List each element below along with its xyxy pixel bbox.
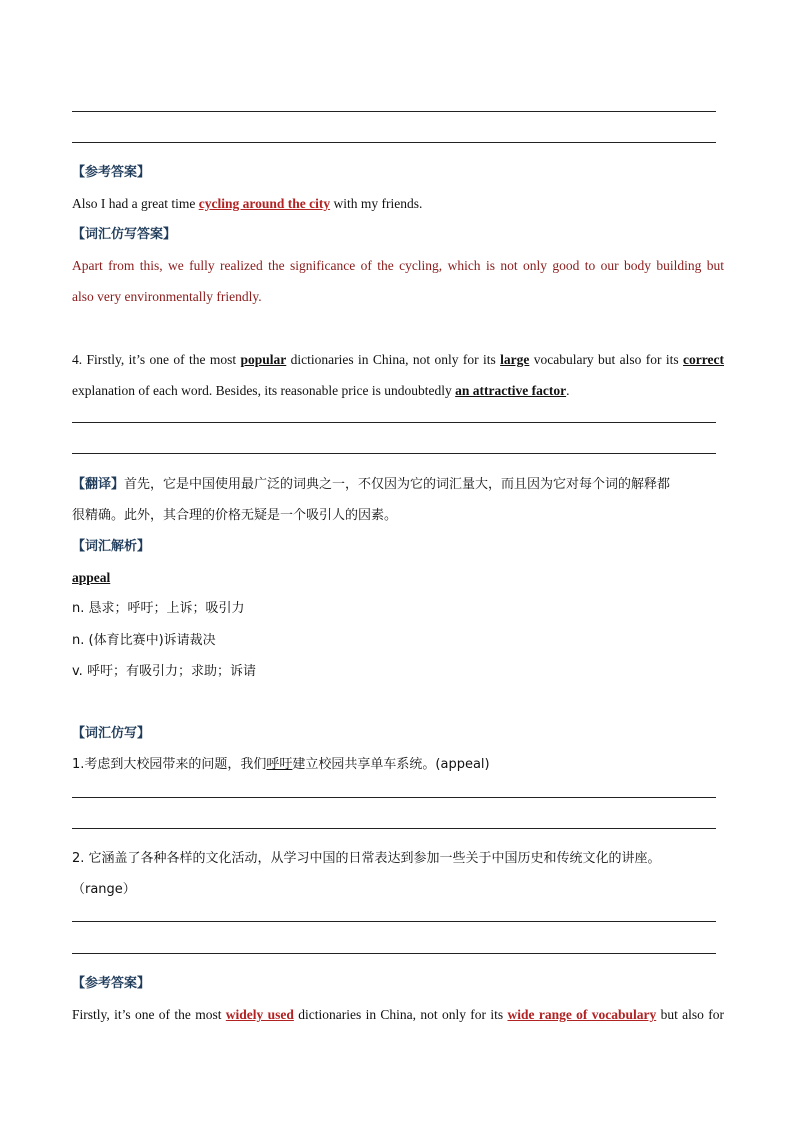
keyword: an attractive factor: [455, 383, 567, 398]
text-segment: .: [566, 383, 570, 398]
practice-question-1: [72, 756, 724, 774]
answer-line: [72, 111, 716, 112]
question-4-line: [72, 382, 724, 400]
highlighted-phrase: widely used: [225, 1007, 294, 1022]
highlighted-phrase: cycling around the city: [198, 196, 331, 211]
text-segment: with my friends.: [330, 196, 423, 211]
vocab-word: appeal: [72, 570, 111, 585]
translation-label: 【翻译】: [72, 477, 125, 492]
text-segment: 建立校园共享单车系统。(appeal): [292, 757, 490, 772]
vocab-practice-heading: 【词汇仿写】: [72, 726, 151, 741]
vocab-sense: n. 恳求；呼吁；上诉；吸引力: [72, 601, 245, 616]
text-segment: explanation of each word. Besides, its reasonable price is undoubtedly: [72, 383, 456, 398]
vocab-answer-line: Apart from this, we fully realized the significance of the cycling, which is not only good to our body building but: [72, 258, 724, 273]
keyword: 呼吁: [266, 757, 293, 772]
keyword: correct: [683, 352, 725, 367]
reference-answer-heading: 【参考答案】: [72, 976, 151, 991]
answer-line: [72, 828, 716, 829]
reference-answer-text: [72, 1006, 724, 1024]
vocab-sense: v. 呼吁；有吸引力；求助；诉请: [72, 664, 256, 679]
text-segment: 1.考虑到大校园带来的问题，我们: [72, 757, 267, 772]
translation-text: 首先，它是中国使用最广泛的词典之一，不仅因为它的词汇量大，而且因为它对每个词的解释都: [124, 477, 671, 492]
answer-line: [72, 142, 716, 143]
vocab-answer-line: also very environmentally friendly.: [72, 289, 262, 304]
vocab-answer-heading: 【词汇仿写答案】: [72, 227, 177, 242]
answer-line: [72, 422, 716, 423]
translation-line: 很精确。此外，其合理的价格无疑是一个吸引人的因素。: [72, 508, 398, 523]
answer-line: [72, 921, 716, 922]
answer-line: [72, 953, 716, 954]
reference-answer-text: [72, 195, 724, 213]
text-segment: dictionaries in China, not only for its: [286, 352, 501, 367]
vocab-analysis-heading: 【词汇解析】: [72, 539, 151, 554]
text-segment: Firstly, it’s one of the most: [72, 1007, 226, 1022]
vocab-sense: n. (体育比赛中)诉请裁决: [72, 633, 216, 648]
keyword: large: [500, 352, 530, 367]
highlighted-phrase: wide range of vocabulary: [507, 1007, 657, 1022]
practice-question-2-hint: （range）: [72, 882, 136, 897]
text-segment: vocabulary but also for its: [529, 352, 684, 367]
text-segment: Also I had a great time: [72, 196, 199, 211]
keyword: popular: [240, 352, 287, 367]
answer-line: [72, 453, 716, 454]
answer-line: [72, 797, 716, 798]
text-segment: 4. Firstly, it’s one of the most: [72, 352, 241, 367]
translation-line: [72, 476, 724, 494]
reference-answer-heading: 【参考答案】: [72, 165, 151, 180]
question-4-line: [72, 351, 724, 369]
practice-question-2: 2. 它涵盖了各种各样的文化活动，从学习中国的日常表达到参加一些关于中国历史和传统文化的讲座。: [72, 851, 661, 866]
text-segment: dictionaries in China, not only for its: [293, 1007, 508, 1022]
text-segment: but also for: [656, 1007, 725, 1022]
